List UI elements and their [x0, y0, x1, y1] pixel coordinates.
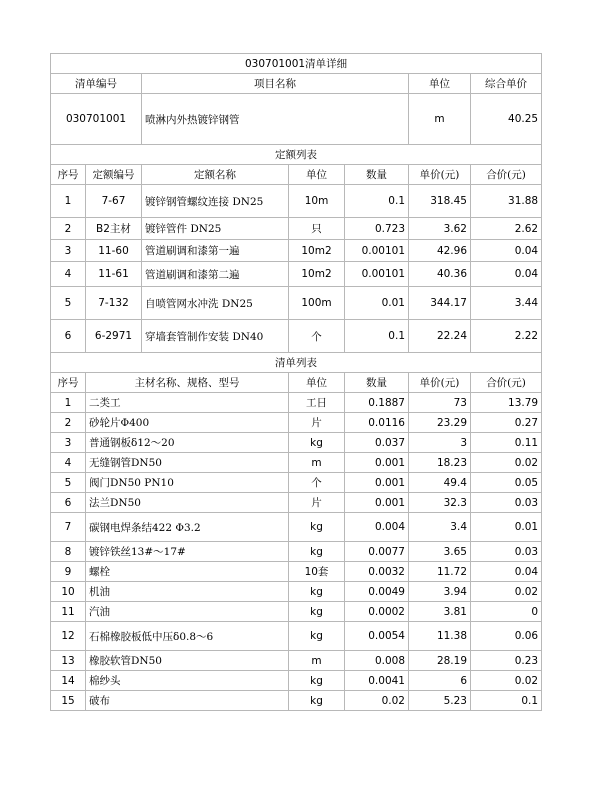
material-unit: kg: [289, 671, 345, 691]
material-name: 棉纱头: [86, 671, 289, 691]
material-row: [51, 453, 542, 473]
quota-name: 镀锌钢管螺纹连接 DN25: [142, 185, 289, 218]
quota-col-price: 单价(元): [409, 165, 471, 185]
quota-price: 42.96: [409, 240, 471, 262]
bill-unit: m: [409, 94, 471, 145]
material-price: 3.94: [409, 582, 471, 602]
material-qty: 0.008: [345, 651, 409, 671]
material-total: 0.11: [471, 433, 542, 453]
material-col-unit: 单位: [289, 373, 345, 393]
material-price: 5.23: [409, 691, 471, 711]
quota-unit: 个: [289, 320, 345, 353]
material-price: 3: [409, 433, 471, 453]
material-unit: kg: [289, 602, 345, 622]
material-unit: kg: [289, 542, 345, 562]
quota-name: 管道刷调和漆第二遍: [142, 262, 289, 287]
header-label-price: 综合单价: [471, 74, 542, 94]
material-unit: 片: [289, 493, 345, 513]
material-price: 11.38: [409, 622, 471, 651]
material-seq: 8: [51, 542, 86, 562]
material-seq: 5: [51, 473, 86, 493]
quota-total: 0.04: [471, 240, 542, 262]
material-price: 73: [409, 393, 471, 413]
header-label-unit: 单位: [409, 74, 471, 94]
material-name: 螺栓: [86, 562, 289, 582]
material-qty: 0.02: [345, 691, 409, 711]
material-seq: 12: [51, 622, 86, 651]
material-total: 0.01: [471, 513, 542, 542]
header-label-code: 清单编号: [51, 74, 142, 94]
material-price: 3.4: [409, 513, 471, 542]
material-name: 阀门DN50 PN10: [86, 473, 289, 493]
quota-row: [51, 218, 542, 240]
quota-seq: 3: [51, 240, 86, 262]
material-qty: 0.0116: [345, 413, 409, 433]
material-unit: 片: [289, 413, 345, 433]
quota-col-unit: 单位: [289, 165, 345, 185]
material-unit: 10套: [289, 562, 345, 582]
quota-total: 2.62: [471, 218, 542, 240]
quota-code: 6-2971: [86, 320, 142, 353]
quota-name: 穿墙套管制作安装 DN40: [142, 320, 289, 353]
material-row: [51, 651, 542, 671]
material-price: 6: [409, 671, 471, 691]
material-seq: 1: [51, 393, 86, 413]
material-unit: kg: [289, 582, 345, 602]
material-qty: 0.001: [345, 453, 409, 473]
quota-price: 344.17: [409, 287, 471, 320]
quota-qty: 0.1: [345, 320, 409, 353]
material-name: 破布: [86, 691, 289, 711]
material-price: 23.29: [409, 413, 471, 433]
material-qty: 0.0054: [345, 622, 409, 651]
material-row: [51, 582, 542, 602]
quota-code: B2主材: [86, 218, 142, 240]
material-unit: kg: [289, 513, 345, 542]
quota-total: 3.44: [471, 287, 542, 320]
material-row: [51, 513, 542, 542]
quota-price: 40.36: [409, 262, 471, 287]
quota-qty: 0.723: [345, 218, 409, 240]
header-label-name: 项目名称: [142, 74, 409, 94]
quota-row: [51, 185, 542, 218]
material-seq: 7: [51, 513, 86, 542]
material-price: 32.3: [409, 493, 471, 513]
material-col-seq: 序号: [51, 373, 86, 393]
material-seq: 3: [51, 433, 86, 453]
material-seq: 4: [51, 453, 86, 473]
quota-total: 0.04: [471, 262, 542, 287]
quota-seq: 6: [51, 320, 86, 353]
material-total: 0: [471, 602, 542, 622]
material-price: 3.65: [409, 542, 471, 562]
quota-row: [51, 287, 542, 320]
material-col-total: 合价(元): [471, 373, 542, 393]
quota-seq: 4: [51, 262, 86, 287]
material-row: [51, 671, 542, 691]
material-row: [51, 473, 542, 493]
material-name: 橡胶软管DN50: [86, 651, 289, 671]
quota-row: [51, 262, 542, 287]
material-unit: m: [289, 651, 345, 671]
material-total: 0.23: [471, 651, 542, 671]
material-qty: 0.0041: [345, 671, 409, 691]
quota-name: 镀锌管件 DN25: [142, 218, 289, 240]
quota-seq: 5: [51, 287, 86, 320]
material-name: 二类工: [86, 393, 289, 413]
quota-total: 31.88: [471, 185, 542, 218]
material-qty: 0.1887: [345, 393, 409, 413]
material-total: 0.02: [471, 671, 542, 691]
quota-col-total: 合价(元): [471, 165, 542, 185]
material-seq: 14: [51, 671, 86, 691]
material-unit: kg: [289, 622, 345, 651]
material-price: 3.81: [409, 602, 471, 622]
material-seq: 10: [51, 582, 86, 602]
bill-detail-table: [50, 53, 542, 711]
material-seq: 6: [51, 493, 86, 513]
material-qty: 0.0077: [345, 542, 409, 562]
quota-unit: 10m2: [289, 240, 345, 262]
material-price: 28.19: [409, 651, 471, 671]
material-row: [51, 622, 542, 651]
material-unit: 工日: [289, 393, 345, 413]
material-name: 碳钢电焊条结422 Φ3.2: [86, 513, 289, 542]
material-unit: 个: [289, 473, 345, 493]
material-total: 0.02: [471, 453, 542, 473]
material-price: 49.4: [409, 473, 471, 493]
material-total: 0.1: [471, 691, 542, 711]
material-name: 无缝钢管DN50: [86, 453, 289, 473]
quota-qty: 0.00101: [345, 262, 409, 287]
quota-unit: 10m2: [289, 262, 345, 287]
material-row: [51, 691, 542, 711]
material-qty: 0.0002: [345, 602, 409, 622]
material-row: [51, 562, 542, 582]
material-name: 汽油: [86, 602, 289, 622]
bill-name: 喷淋内外热镀锌钢管: [142, 94, 409, 145]
material-total: 0.05: [471, 473, 542, 493]
quota-col-seq: 序号: [51, 165, 86, 185]
quota-col-name: 定额名称: [142, 165, 289, 185]
quota-seq: 2: [51, 218, 86, 240]
quota-name: 自喷管网水冲洗 DN25: [142, 287, 289, 320]
quota-name: 管道刷调和漆第一遍: [142, 240, 289, 262]
material-price: 18.23: [409, 453, 471, 473]
quota-price: 318.45: [409, 185, 471, 218]
quota-qty: 0.00101: [345, 240, 409, 262]
material-qty: 0.001: [345, 493, 409, 513]
bill-price: 40.25: [471, 94, 542, 145]
material-name: 石棉橡胶板低中压δ0.8～6: [86, 622, 289, 651]
material-name: 普通钢板δ12～20: [86, 433, 289, 453]
material-unit: m: [289, 453, 345, 473]
material-name: 镀锌铁丝13#～17#: [86, 542, 289, 562]
material-qty: 0.037: [345, 433, 409, 453]
material-col-name: 主材名称、规格、型号: [86, 373, 289, 393]
quota-seq: 1: [51, 185, 86, 218]
material-col-qty: 数量: [345, 373, 409, 393]
quota-price: 22.24: [409, 320, 471, 353]
material-qty: 0.001: [345, 473, 409, 493]
material-seq: 2: [51, 413, 86, 433]
material-total: 0.03: [471, 542, 542, 562]
material-unit: kg: [289, 691, 345, 711]
material-unit: kg: [289, 433, 345, 453]
material-seq: 9: [51, 562, 86, 582]
quota-qty: 0.1: [345, 185, 409, 218]
quota-section-title: 定额列表: [51, 145, 542, 165]
material-total: 0.02: [471, 582, 542, 602]
quota-code: 7-67: [86, 185, 142, 218]
material-row: [51, 602, 542, 622]
material-name: 机油: [86, 582, 289, 602]
quota-col-code: 定额编号: [86, 165, 142, 185]
material-price: 11.72: [409, 562, 471, 582]
material-qty: 0.0049: [345, 582, 409, 602]
material-name: 法兰DN50: [86, 493, 289, 513]
material-total: 0.27: [471, 413, 542, 433]
material-row: [51, 433, 542, 453]
quota-code: 7-132: [86, 287, 142, 320]
material-row: [51, 493, 542, 513]
quota-total: 2.22: [471, 320, 542, 353]
material-row: [51, 542, 542, 562]
material-total: 13.79: [471, 393, 542, 413]
material-qty: 0.004: [345, 513, 409, 542]
quota-row: [51, 240, 542, 262]
material-seq: 15: [51, 691, 86, 711]
material-name: 砂轮片Φ400: [86, 413, 289, 433]
material-row: [51, 413, 542, 433]
material-total: 0.04: [471, 562, 542, 582]
quota-row: [51, 320, 542, 353]
material-seq: 11: [51, 602, 86, 622]
material-qty: 0.0032: [345, 562, 409, 582]
quota-qty: 0.01: [345, 287, 409, 320]
material-seq: 13: [51, 651, 86, 671]
quota-code: 11-60: [86, 240, 142, 262]
quota-code: 11-61: [86, 262, 142, 287]
material-row: [51, 393, 542, 413]
material-total: 0.06: [471, 622, 542, 651]
quota-price: 3.62: [409, 218, 471, 240]
material-total: 0.03: [471, 493, 542, 513]
material-section-title: 清单列表: [51, 353, 542, 373]
quota-unit: 100m: [289, 287, 345, 320]
table-title: 030701001清单详细: [51, 54, 542, 74]
bill-code: 030701001: [51, 94, 142, 145]
quota-unit: 10m: [289, 185, 345, 218]
quota-col-qty: 数量: [345, 165, 409, 185]
material-col-price: 单价(元): [409, 373, 471, 393]
quota-unit: 只: [289, 218, 345, 240]
